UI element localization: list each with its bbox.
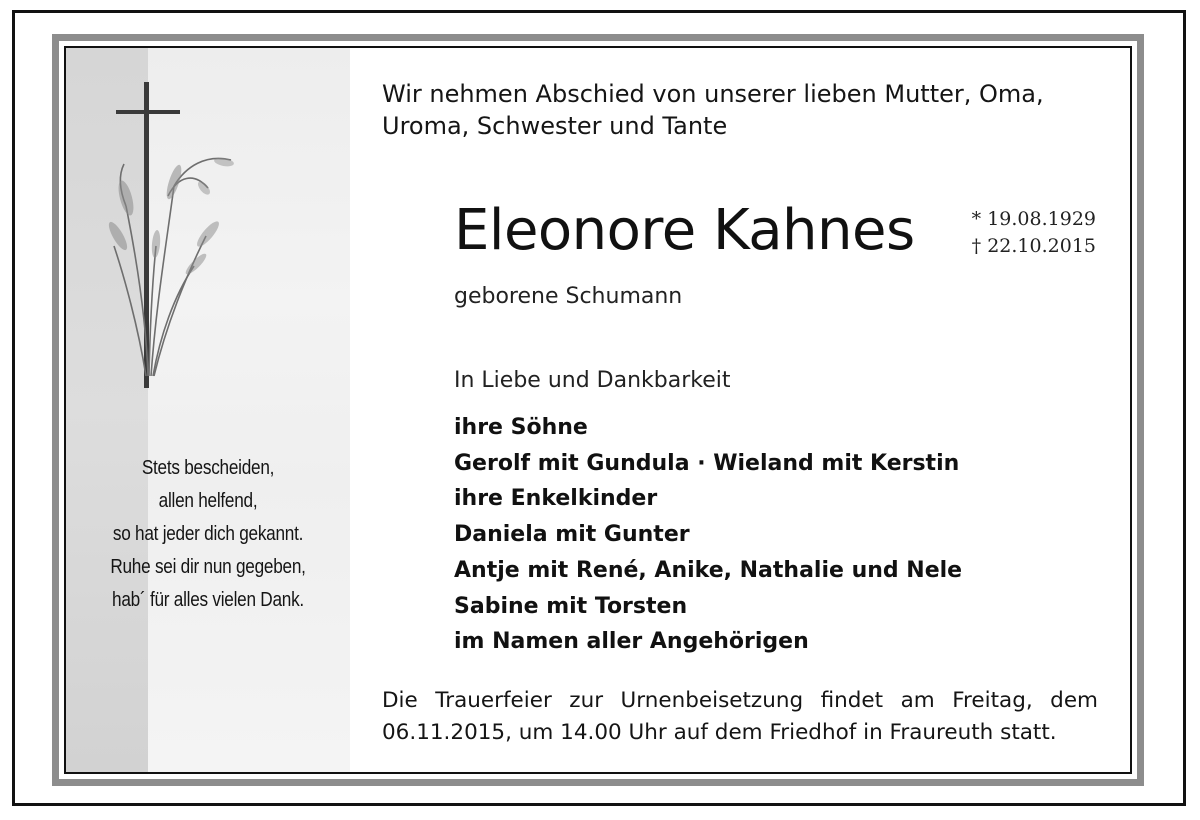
maiden-name: geborene Schumann	[454, 284, 683, 309]
verse-line: hab´ für alles vielen Dank.	[112, 589, 304, 611]
cross-with-wheat-icon	[96, 76, 256, 396]
birth-date: * 19.08.1929	[971, 208, 1096, 230]
life-dates	[972, 206, 1096, 260]
dedication-text: In Liebe und Dankbarkeit	[454, 368, 731, 393]
intro-text: Wir nehmen Abschied von unserer lieben Mutter, Oma, Uroma, Schwester und Tante	[382, 80, 1044, 140]
death-date: † 22.10.2015	[971, 235, 1096, 257]
mourner-line: Gerolf mit Gundula · Wieland mit Kerstin	[454, 450, 960, 476]
verse-line: allen helfend,	[158, 490, 258, 512]
obituary-content	[382, 48, 1130, 772]
mourner-line: ihre Söhne	[454, 415, 588, 440]
verse-line: Ruhe sei dir nun gegeben,	[110, 556, 306, 578]
cross-icon	[116, 82, 180, 388]
mourner-line: Daniela mit Gunter	[454, 522, 690, 548]
mourner-line: Sabine mit Torsten	[454, 593, 688, 619]
mourners-list	[454, 410, 962, 660]
verse	[66, 452, 350, 617]
side-panel	[66, 48, 350, 772]
verse-line: Stets bescheiden,	[141, 457, 275, 479]
mourner-line: im Namen aller Angehörigen	[454, 629, 809, 655]
mourner-line: Antje mit René, Anike, Nathalie und Nele	[454, 557, 963, 583]
verse-line: so hat jeder dich gekannt.	[112, 523, 304, 545]
mourner-line: ihre Enkelkinder	[454, 486, 658, 512]
service-announcement: Die Trauerfeier zur Urnenbeisetzung findet am Freitag, dem 06.11.2015, um 14.00 Uhr auf dem Friedhof in Fraureuth statt.	[382, 688, 1098, 745]
deceased-name: Eleonore Kahnes	[454, 198, 915, 263]
obituary-card	[64, 46, 1132, 774]
